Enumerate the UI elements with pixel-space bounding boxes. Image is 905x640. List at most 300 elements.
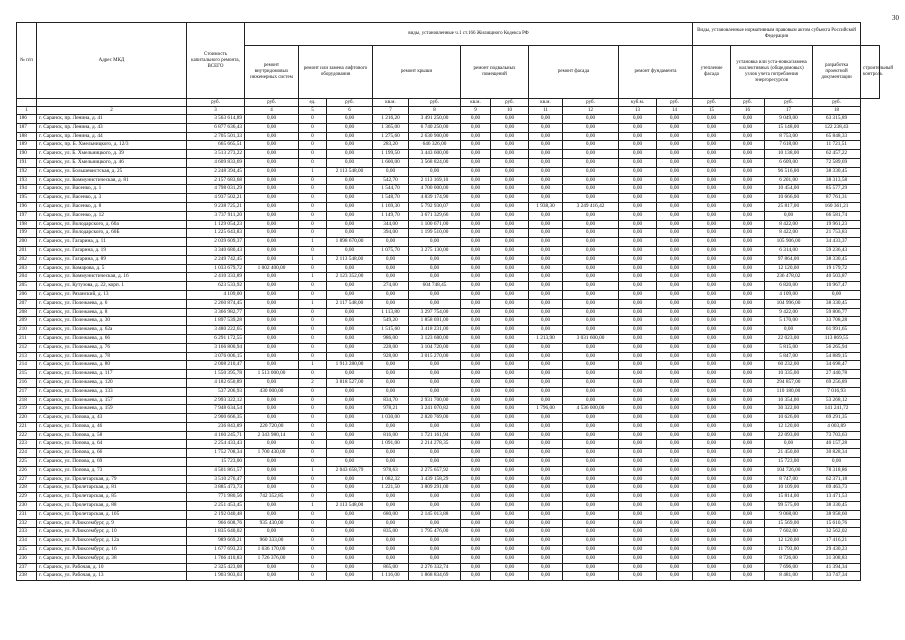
table-row — [17, 396, 880, 405]
value-cell: 10 109,00 — [765, 484, 813, 493]
value-cell: 0,00 — [491, 422, 529, 431]
value-cell: 0 — [299, 158, 327, 167]
value-cell: 0,00 — [245, 290, 299, 299]
value-cell: 1 199 510,00 — [409, 229, 461, 238]
value-cell: 0 — [299, 387, 327, 396]
value-cell: 0,00 — [657, 519, 693, 528]
value-cell: 0,00 — [327, 528, 373, 537]
value-cell: 0,00 — [619, 220, 657, 229]
value-cell: 1 — [299, 238, 327, 247]
value-cell: 0,00 — [327, 132, 373, 141]
value-cell: 0,00 — [619, 132, 657, 141]
column-number: 17 — [765, 107, 813, 115]
value-cell: 0,00 — [491, 290, 529, 299]
value-cell: 0,00 — [461, 475, 491, 484]
total-cost-cell: 1 835 640,02 — [187, 528, 245, 537]
value-cell: 0,00 — [619, 554, 657, 563]
value-cell: 0,00 — [461, 132, 491, 141]
value-cell: 0,00 — [693, 378, 731, 387]
value-cell: 0,00 — [693, 431, 731, 440]
value-cell: 4 700 000,00 — [409, 185, 461, 194]
total-cost-cell: 2 900 666,35 — [187, 414, 245, 423]
value-cell: 0,00 — [491, 493, 529, 502]
value-cell: 22 023,00 — [765, 334, 813, 343]
value-cell: 0,00 — [529, 308, 563, 317]
value-cell: 0,00 — [491, 475, 529, 484]
value-cell: 0,00 — [657, 326, 693, 335]
value-cell: 1 216,20 — [373, 115, 409, 124]
value-cell: 1 600,00 — [373, 158, 409, 167]
table-row — [17, 290, 880, 299]
value-cell: 0,00 — [563, 150, 619, 159]
value-cell: 0,00 — [529, 493, 563, 502]
value-cell: 0 — [299, 185, 327, 194]
value-cell: 0,00 — [327, 396, 373, 405]
unit-cell: руб. — [327, 99, 373, 107]
value-cell: 0,00 — [657, 466, 693, 475]
value-cell: 1 113,80 — [373, 308, 409, 317]
value-cell: 0,00 — [731, 387, 765, 396]
value-cell: 0,00 — [731, 361, 765, 370]
unit-cell: руб. — [409, 99, 461, 107]
value-cell: 0,00 — [461, 422, 491, 431]
value-cell: 0,00 — [731, 282, 765, 291]
row-number: 201 — [17, 246, 37, 255]
address-cell: г. Саранск, ул. Р.Люксембург, д. 38 — [37, 554, 187, 563]
value-cell: 69 291,35 — [813, 414, 861, 423]
row-number: 229 — [17, 493, 37, 502]
value-cell: 0,00 — [529, 290, 563, 299]
header-group-housing-code: виды, установленные ч.1 ст.166 Жилищного Кодекса РФ — [245, 23, 693, 46]
value-cell: 1 002 400,00 — [245, 264, 299, 273]
row-number: 224 — [17, 449, 37, 458]
address-cell: г. Саранск, ул. Полежаева, д. 30 — [37, 317, 187, 326]
value-cell: 0,00 — [245, 378, 299, 387]
value-cell: 0,00 — [491, 246, 529, 255]
value-cell: 0,00 — [373, 519, 409, 528]
value-cell: 0,00 — [731, 141, 765, 150]
address-cell: г. Саранск, ул. Гагарина, д. 11 — [37, 238, 187, 247]
capital-repair-table-container — [16, 22, 894, 581]
column-number: 2 — [37, 107, 187, 115]
value-cell: 3 568 824,00 — [409, 158, 461, 167]
value-cell: 0,00 — [529, 326, 563, 335]
value-cell: 0,00 — [693, 238, 731, 247]
table-row — [17, 229, 880, 238]
value-cell: 0,00 — [619, 396, 657, 405]
value-cell: 0,00 — [657, 440, 693, 449]
value-cell: 0,00 — [813, 458, 861, 467]
value-cell: 0,00 — [731, 167, 765, 176]
row-number: 202 — [17, 255, 37, 264]
value-cell: 1 365,00 — [373, 123, 409, 132]
address-cell: г. Саранск, ул. Васенко, д. 1 — [37, 185, 187, 194]
value-cell: 960 333,00 — [245, 537, 299, 546]
value-cell: 0,00 — [563, 238, 619, 247]
unit-cell: кв.м. — [373, 99, 409, 107]
value-cell: 0,00 — [731, 308, 765, 317]
column-number: 7 — [373, 107, 409, 115]
value-cell: 9 049,00 — [765, 115, 813, 124]
table-row — [17, 449, 880, 458]
value-cell: 0,00 — [529, 449, 563, 458]
value-cell: 9 422,00 — [765, 308, 813, 317]
total-cost-cell: 1 225 643,83 — [187, 229, 245, 238]
value-cell: 0,00 — [461, 519, 491, 528]
value-cell: 12 120,00 — [765, 264, 813, 273]
value-cell: 0,00 — [693, 326, 731, 335]
total-cost-cell: 9 238 725,21 — [187, 202, 245, 211]
value-cell: 0,00 — [731, 414, 765, 423]
value-cell: 0,00 — [245, 317, 299, 326]
value-cell: 0 — [299, 334, 327, 343]
value-cell: 0,00 — [731, 194, 765, 203]
value-cell: 0 — [299, 202, 327, 211]
value-cell: 0,00 — [657, 141, 693, 150]
row-number: 237 — [17, 563, 37, 572]
table-row — [17, 132, 880, 141]
value-cell: 0 — [299, 528, 327, 537]
value-cell: 0,00 — [619, 115, 657, 124]
value-cell: 0,00 — [731, 150, 765, 159]
value-cell: 0,00 — [693, 546, 731, 555]
value-cell: 0,00 — [731, 264, 765, 273]
column-number: 14 — [657, 107, 693, 115]
value-cell: 0,00 — [657, 229, 693, 238]
total-cost-cell: 771 980,56 — [187, 493, 245, 502]
value-cell: 0 — [299, 475, 327, 484]
value-cell: 0 — [299, 229, 327, 238]
units-blank — [17, 99, 37, 107]
value-cell: 113 869,55 — [813, 334, 861, 343]
value-cell: 0,00 — [657, 387, 693, 396]
value-cell: 935 430,00 — [245, 519, 299, 528]
value-cell: 40 503,87 — [813, 273, 861, 282]
header-facade: ремонт фасада — [529, 46, 619, 99]
total-cost-cell: 7 948 634,54 — [187, 405, 245, 414]
value-cell: 0,00 — [731, 238, 765, 247]
value-cell: 0,00 — [491, 502, 529, 511]
value-cell: 8 753,00 — [765, 132, 813, 141]
value-cell: 0,00 — [461, 528, 491, 537]
value-cell: 160 361,21 — [813, 202, 861, 211]
value-cell: 1 169,30 — [373, 202, 409, 211]
value-cell: 0,00 — [731, 326, 765, 335]
address-cell: г. Саранск, ул. Пролетарская, д. 81 — [37, 484, 187, 493]
address-cell: г. Саранск, ул. Полежаева, д. 133 — [37, 387, 187, 396]
value-cell: 0,00 — [327, 290, 373, 299]
row-number: 210 — [17, 326, 37, 335]
value-cell: 6 201,00 — [765, 176, 813, 185]
value-cell: 0,00 — [619, 282, 657, 291]
value-cell: 0,00 — [327, 141, 373, 150]
value-cell: 0,00 — [693, 158, 731, 167]
row-number: 198 — [17, 220, 37, 229]
value-cell: 65 848,33 — [813, 132, 861, 141]
value-cell: 0,00 — [245, 475, 299, 484]
total-cost-cell: 4 501 861,57 — [187, 466, 245, 475]
value-cell: 0,00 — [731, 502, 765, 511]
value-cell: 0,00 — [461, 141, 491, 150]
column-number: 5 — [299, 107, 327, 115]
value-cell: 0,00 — [245, 202, 299, 211]
value-cell: 97 864,00 — [765, 255, 813, 264]
value-cell: 0,00 — [657, 211, 693, 220]
value-cell: 6 820,00 — [765, 282, 813, 291]
value-cell: 0,00 — [619, 273, 657, 282]
address-cell: г. Саранск, ул. Полежаева, д. 76 — [37, 343, 187, 352]
value-cell: 11 793,00 — [765, 546, 813, 555]
table-row — [17, 264, 880, 273]
value-cell: 11 721,51 — [813, 141, 861, 150]
value-cell: 0,00 — [327, 352, 373, 361]
value-cell: 0,00 — [693, 510, 731, 519]
value-cell: 0,00 — [529, 414, 563, 423]
total-cost-cell: 989 669,21 — [187, 537, 245, 546]
value-cell: 0,00 — [619, 537, 657, 546]
value-cell: 0,00 — [619, 528, 657, 537]
value-cell: 0,00 — [491, 414, 529, 423]
total-cost-cell: 3 885 473,73 — [187, 484, 245, 493]
value-cell: 0,00 — [693, 528, 731, 537]
value-cell: 8 422,00 — [765, 220, 813, 229]
value-cell: 835,00 — [373, 528, 409, 537]
value-cell: 0,00 — [619, 211, 657, 220]
value-cell: 1 — [299, 466, 327, 475]
value-cell: 0,00 — [373, 458, 409, 467]
value-cell: 0,00 — [693, 229, 731, 238]
value-cell: 0,00 — [491, 361, 529, 370]
value-cell: 394,00 — [373, 229, 409, 238]
value-cell: 7 602,00 — [765, 528, 813, 537]
value-cell: 0,00 — [373, 387, 409, 396]
value-cell: 3 443 600,00 — [409, 150, 461, 159]
value-cell: 0,00 — [693, 554, 731, 563]
value-cell: 0 — [299, 422, 327, 431]
value-cell: 0,00 — [491, 158, 529, 167]
value-cell: 0,00 — [327, 176, 373, 185]
value-cell: 0,00 — [529, 537, 563, 546]
value-cell: 0,00 — [245, 361, 299, 370]
header-engineering: ремонт внутридомовых инженерных систем — [245, 46, 299, 99]
value-cell: 0,00 — [619, 422, 657, 431]
value-cell: 0,00 — [563, 458, 619, 467]
value-cell: 34 698,47 — [813, 361, 861, 370]
value-cell: 0,00 — [491, 352, 529, 361]
value-cell: 0,00 — [491, 308, 529, 317]
table-row — [17, 317, 880, 326]
value-cell: 33 747,34 — [813, 572, 861, 581]
value-cell: 122 238,43 — [813, 123, 861, 132]
value-cell: 5 847,00 — [765, 352, 813, 361]
value-cell: 0,00 — [409, 167, 461, 176]
value-cell: 0 — [299, 510, 327, 519]
value-cell: 0,00 — [619, 141, 657, 150]
value-cell: 0 — [299, 546, 327, 555]
value-cell: 0,00 — [563, 466, 619, 475]
value-cell: 0,00 — [529, 528, 563, 537]
address-cell: г. Саранск, ул. Полежаева, д. 120 — [37, 378, 187, 387]
value-cell: 0,00 — [491, 317, 529, 326]
total-cost-cell: 537 206,93 — [187, 387, 245, 396]
value-cell: 0,00 — [619, 440, 657, 449]
value-cell: 0,00 — [529, 185, 563, 194]
address-cell: г. Саранск, ул. Полежаева, д. 6 — [37, 299, 187, 308]
row-number: 215 — [17, 370, 37, 379]
value-cell: 5 815,00 — [765, 343, 813, 352]
value-cell: 0,00 — [657, 115, 693, 124]
value-cell: 0,00 — [529, 370, 563, 379]
value-cell: 0,00 — [491, 537, 529, 546]
value-cell: 0,00 — [245, 150, 299, 159]
value-cell: 0,00 — [563, 378, 619, 387]
value-cell: 0,00 — [619, 458, 657, 467]
value-cell: 0,00 — [657, 158, 693, 167]
value-cell: 0,00 — [491, 220, 529, 229]
value-cell: 0,00 — [563, 537, 619, 546]
value-cell: 0,00 — [731, 572, 765, 581]
column-number: 13 — [619, 107, 657, 115]
value-cell: 0 — [299, 572, 327, 581]
value-cell: 0,00 — [245, 326, 299, 335]
column-number: 12 — [563, 107, 619, 115]
value-cell: 19 961,23 — [813, 220, 861, 229]
address-cell: г. Саранск, ул. Б. Хмельницкого, д. 46 — [37, 158, 187, 167]
value-cell: 0,00 — [491, 123, 529, 132]
value-cell: 0,00 — [563, 185, 619, 194]
value-cell: 5 792 930,07 — [409, 202, 461, 211]
value-cell: 680,00 — [373, 510, 409, 519]
total-cost-cell: 1 766 410,83 — [187, 554, 245, 563]
value-cell: 2 214 278,35 — [409, 440, 461, 449]
value-cell: 0,00 — [491, 326, 529, 335]
row-number: 208 — [17, 308, 37, 317]
value-cell: 0,00 — [245, 141, 299, 150]
value-cell: 0,00 — [373, 493, 409, 502]
value-cell: 1 938,30 — [529, 202, 563, 211]
value-cell: 2 113 548,00 — [327, 502, 373, 511]
value-cell: 0,00 — [245, 343, 299, 352]
value-cell: 0,00 — [491, 202, 529, 211]
value-cell: 0,00 — [529, 176, 563, 185]
value-cell: 0,00 — [657, 282, 693, 291]
value-cell: 0,00 — [245, 194, 299, 203]
value-cell: 0,00 — [461, 229, 491, 238]
unit-cell: руб. — [491, 99, 529, 107]
table-row — [17, 537, 880, 546]
total-cost-cell: 4 182 650,89 — [187, 378, 245, 387]
value-cell: 0,00 — [327, 282, 373, 291]
value-cell: 0,00 — [245, 466, 299, 475]
value-cell: 0,00 — [731, 176, 765, 185]
row-number: 190 — [17, 150, 37, 159]
value-cell: 0,00 — [491, 378, 529, 387]
address-cell: г. Саранск, ул. Попова, д. 46 — [37, 422, 187, 431]
value-cell: 0,00 — [461, 176, 491, 185]
value-cell: 62 457,22 — [813, 150, 861, 159]
value-cell: 0,00 — [245, 282, 299, 291]
value-cell: 0,00 — [461, 317, 491, 326]
address-cell: г. Саранск, пр. Б. Хмельницкого, д. 12/3 — [37, 141, 187, 150]
row-number: 212 — [17, 343, 37, 352]
value-cell: 0,00 — [409, 238, 461, 247]
table-row — [17, 326, 880, 335]
value-cell: 0,00 — [563, 255, 619, 264]
value-cell: 646 326,00 — [409, 141, 461, 150]
value-cell: 0,00 — [563, 176, 619, 185]
value-cell: 0,00 — [563, 326, 619, 335]
header-address: Адрес МКД — [37, 23, 187, 99]
value-cell: 0,00 — [693, 264, 731, 273]
value-cell: 0,00 — [461, 563, 491, 572]
value-cell: 0,00 — [657, 150, 693, 159]
value-cell: 0,00 — [563, 554, 619, 563]
value-cell: 0,00 — [529, 220, 563, 229]
value-cell: 0,00 — [563, 422, 619, 431]
value-cell: 0,00 — [563, 484, 619, 493]
value-cell: 0,00 — [529, 572, 563, 581]
value-cell: 0,00 — [657, 493, 693, 502]
value-cell: 0,00 — [529, 554, 563, 563]
value-cell: 0,00 — [657, 255, 693, 264]
value-cell: 0 — [299, 132, 327, 141]
value-cell: 0,00 — [693, 220, 731, 229]
value-cell: 0,00 — [765, 211, 813, 220]
value-cell: 2 820 769,00 — [409, 414, 461, 423]
table-row — [17, 484, 880, 493]
header-meters: установка или уста-новка/замена коллективных (общедомовых) узлов учета потребления энергоресурсов — [731, 46, 813, 99]
table-row — [17, 352, 880, 361]
value-cell: 0,00 — [657, 123, 693, 132]
value-cell: 0,00 — [619, 290, 657, 299]
value-cell: 1 721 161,94 — [409, 431, 461, 440]
address-cell: г. Саранск, ул. Рязанский, д. 13 — [37, 290, 187, 299]
value-cell: 0,00 — [619, 563, 657, 572]
value-cell: 0,00 — [327, 458, 373, 467]
value-cell: 0 — [299, 449, 327, 458]
value-cell: 4 003,89 — [813, 422, 861, 431]
value-cell: 344,00 — [373, 220, 409, 229]
value-cell: 8 481,00 — [765, 572, 813, 581]
value-cell: 62 371,18 — [813, 475, 861, 484]
total-cost-cell: 2 254 433,43 — [187, 440, 245, 449]
column-number: 3 — [187, 107, 245, 115]
value-cell: 0,00 — [245, 220, 299, 229]
value-cell: 0,00 — [693, 290, 731, 299]
value-cell: 0,00 — [529, 361, 563, 370]
address-cell: г. Саранск, ул. Пролетарская, д. 85 — [37, 493, 187, 502]
value-cell: 7 696,00 — [765, 563, 813, 572]
value-cell: 0 — [299, 537, 327, 546]
value-cell: 0,00 — [491, 299, 529, 308]
value-cell: 0,00 — [619, 475, 657, 484]
value-cell: 0,00 — [731, 440, 765, 449]
value-cell: 0,00 — [693, 387, 731, 396]
value-cell: 0,00 — [731, 123, 765, 132]
value-cell: 1 — [299, 255, 327, 264]
value-cell: 10 335,00 — [765, 370, 813, 379]
value-cell: 0 — [299, 554, 327, 563]
value-cell: 0,00 — [563, 510, 619, 519]
value-cell: 0,00 — [563, 290, 619, 299]
value-cell: 30 828,34 — [813, 449, 861, 458]
value-cell: 0,00 — [563, 299, 619, 308]
value-cell: 40 157,28 — [813, 440, 861, 449]
total-cost-cell: 3 480 222,65 — [187, 326, 245, 335]
total-cost-cell: 4 937 502,21 — [187, 194, 245, 203]
value-cell: 10 967,47 — [813, 282, 861, 291]
total-cost-cell: 2 325 423,08 — [187, 563, 245, 572]
